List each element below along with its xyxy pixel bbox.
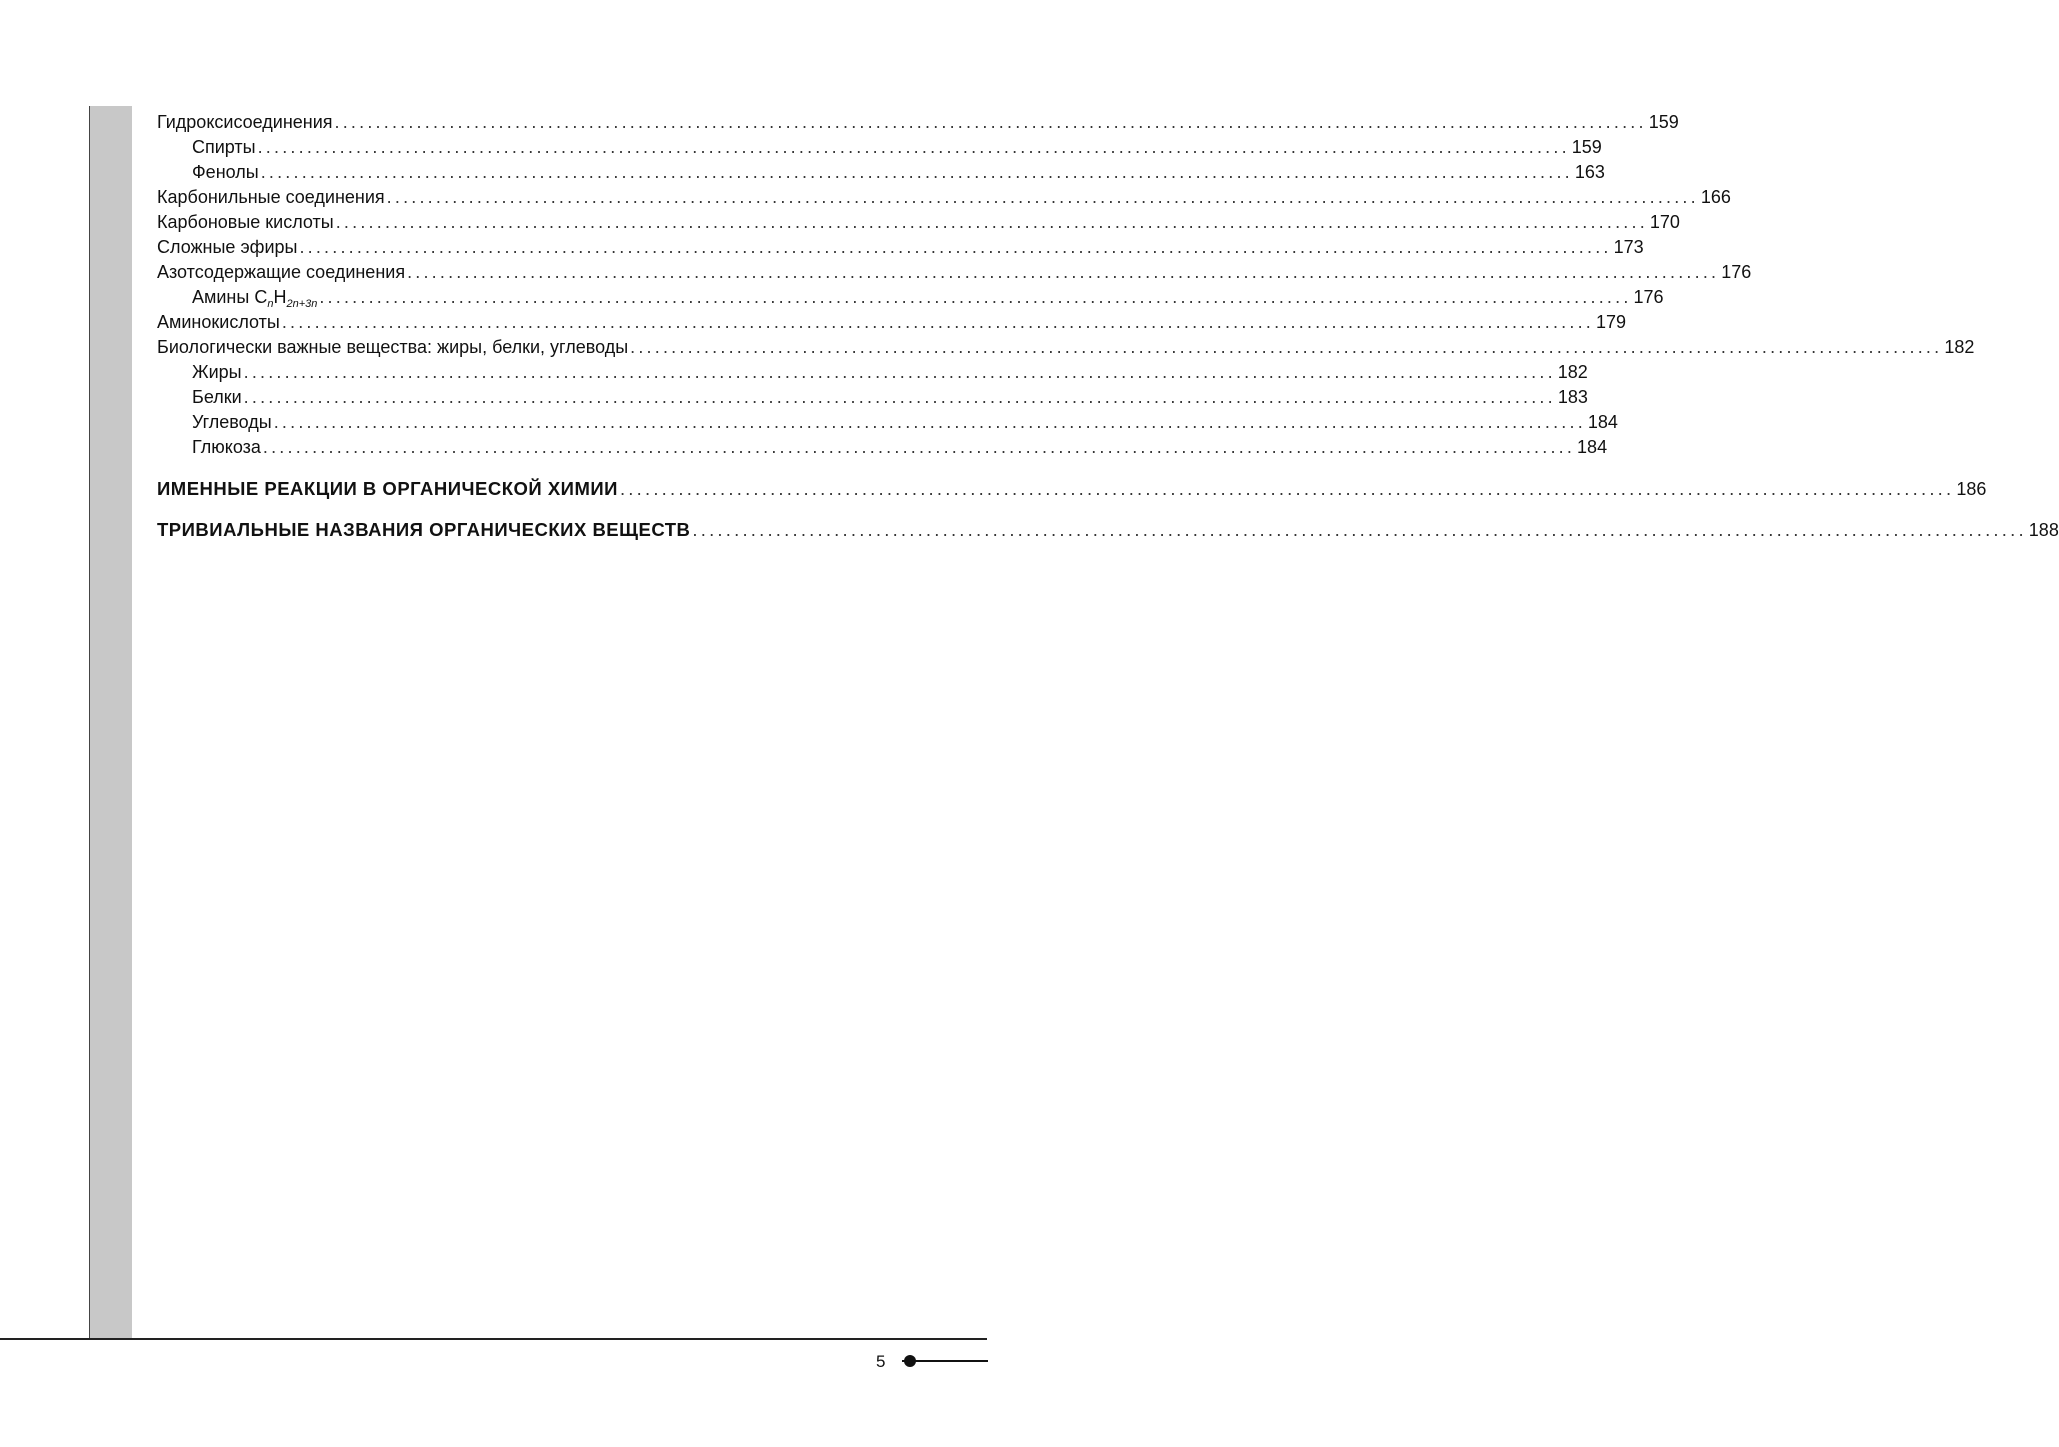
- toc-entry-page: 166: [1700, 187, 1731, 207]
- toc-entry-page: 184: [1587, 412, 1618, 432]
- toc-entry-title: Азотсодержащие соединения: [157, 262, 406, 282]
- toc-section-title: ИМЕННЫЕ РЕАКЦИИ В ОРГАНИЧЕСКОЙ ХИМИИ: [157, 478, 618, 499]
- toc-entry[interactable]: [157, 160, 1605, 185]
- toc-section-entry[interactable]: [157, 476, 1987, 501]
- toc-dot-leader: ................................................................................................................................................................: [257, 137, 1570, 157]
- toc-dot-leader: ................................................................................................................................................................: [619, 478, 1955, 499]
- toc-entry-page: 179: [1595, 312, 1627, 332]
- toc-entry-title: Биологически важные вещества: жиры, белки, углеводы: [157, 337, 629, 357]
- toc-entry-page: 176: [1721, 262, 1752, 282]
- side-margin-bar: [89, 106, 132, 1339]
- formula-subscript: n: [267, 298, 274, 310]
- page-number: 5: [876, 1352, 886, 1371]
- toc-entry-title: Белки: [192, 387, 242, 407]
- toc-dot-leader: ................................................................................................................................................................: [386, 187, 1699, 207]
- toc-entry[interactable]: [157, 260, 1752, 285]
- toc-entry[interactable]: [157, 135, 1602, 160]
- toc-entry[interactable]: [157, 435, 1608, 460]
- toc-entry-page: 182: [1557, 362, 1588, 382]
- toc-entry-title-formula: [192, 285, 317, 310]
- toc-dot-leader: ................................................................................................................................................................: [243, 387, 1556, 407]
- toc-dot-leader: ................................................................................................................................................................: [262, 437, 1576, 457]
- toc-entry[interactable]: [157, 385, 1588, 410]
- toc-entry-title: Аминокислоты: [157, 312, 280, 332]
- toc-section-page: 186: [1956, 479, 1987, 499]
- toc-section-entry[interactable]: [157, 517, 2059, 542]
- toc-dot-leader: ................................................................................................................................................................: [335, 212, 1648, 232]
- toc-entry-page: 159: [1571, 137, 1602, 157]
- toc-dot-leader: ................................................................................................................................................................: [692, 519, 2027, 540]
- toc-entry-title: Гидроксисоединения: [157, 112, 333, 132]
- toc-dot-leader: ................................................................................................................................................................: [630, 337, 1943, 357]
- toc-entry[interactable]: [157, 410, 1618, 435]
- toc-dot-leader: ................................................................................................................................................................: [243, 362, 1556, 382]
- toc-entry[interactable]: [157, 110, 1679, 135]
- toc-entry[interactable]: [157, 335, 1975, 360]
- toc-entry[interactable]: [157, 210, 1680, 235]
- toc-entry-page: 182: [1944, 337, 1975, 357]
- toc-entry[interactable]: [157, 310, 1627, 335]
- formula-subscript: 2n+3n: [286, 298, 318, 310]
- toc-entry[interactable]: [157, 285, 1664, 310]
- toc-section-title: ТРИВИАЛЬНЫЕ НАЗВАНИЯ ОРГАНИЧЕСКИХ ВЕЩЕСТВ: [157, 519, 691, 540]
- toc-entry-title: Углеводы: [192, 412, 272, 432]
- toc-entry-title: Карбоновые кислоты: [157, 212, 334, 232]
- toc-entry-page: 163: [1574, 162, 1605, 182]
- toc-entry-page: 173: [1613, 237, 1644, 257]
- toc-entry-title: Карбонильные соединения: [157, 187, 385, 207]
- toc-entry[interactable]: [157, 360, 1588, 385]
- toc-entry[interactable]: [157, 185, 1731, 210]
- toc-entry-title: Фенолы: [192, 162, 259, 182]
- toc-entry[interactable]: [157, 235, 1644, 260]
- footer-rule: [0, 1338, 987, 1340]
- toc-dot-leader: ................................................................................................................................................................: [281, 312, 1594, 332]
- toc-entry-page: 170: [1649, 212, 1680, 232]
- toc-section-page: 188: [2028, 520, 2059, 540]
- toc-entry-page: 176: [1633, 287, 1664, 307]
- toc-entry-page: 184: [1577, 437, 1608, 457]
- toc-dot-leader: ................................................................................................................................................................: [407, 262, 1720, 282]
- formula-text: H: [273, 287, 287, 307]
- page-marker-icon: [902, 1353, 988, 1369]
- toc-entry-title: Глюкоза: [192, 437, 261, 457]
- toc-entry-title: Сложные эфиры: [157, 237, 298, 257]
- toc-entry-page: 159: [1648, 112, 1679, 132]
- toc-dot-leader: ................................................................................................................................................................: [260, 162, 1573, 182]
- toc-entry-title: Жиры: [192, 362, 242, 382]
- table-of-contents: [157, 110, 2059, 542]
- formula-text: Амины C: [192, 287, 268, 307]
- toc-dot-leader: ................................................................................................................................................................: [334, 112, 1647, 132]
- toc-dot-leader: ................................................................................................................................................................: [273, 412, 1586, 432]
- toc-entry-title: Спирты: [192, 137, 256, 157]
- toc-dot-leader: ................................................................................................................................................................: [319, 287, 1632, 307]
- toc-entry-page: 183: [1557, 387, 1588, 407]
- toc-dot-leader: ................................................................................................................................................................: [299, 237, 1612, 257]
